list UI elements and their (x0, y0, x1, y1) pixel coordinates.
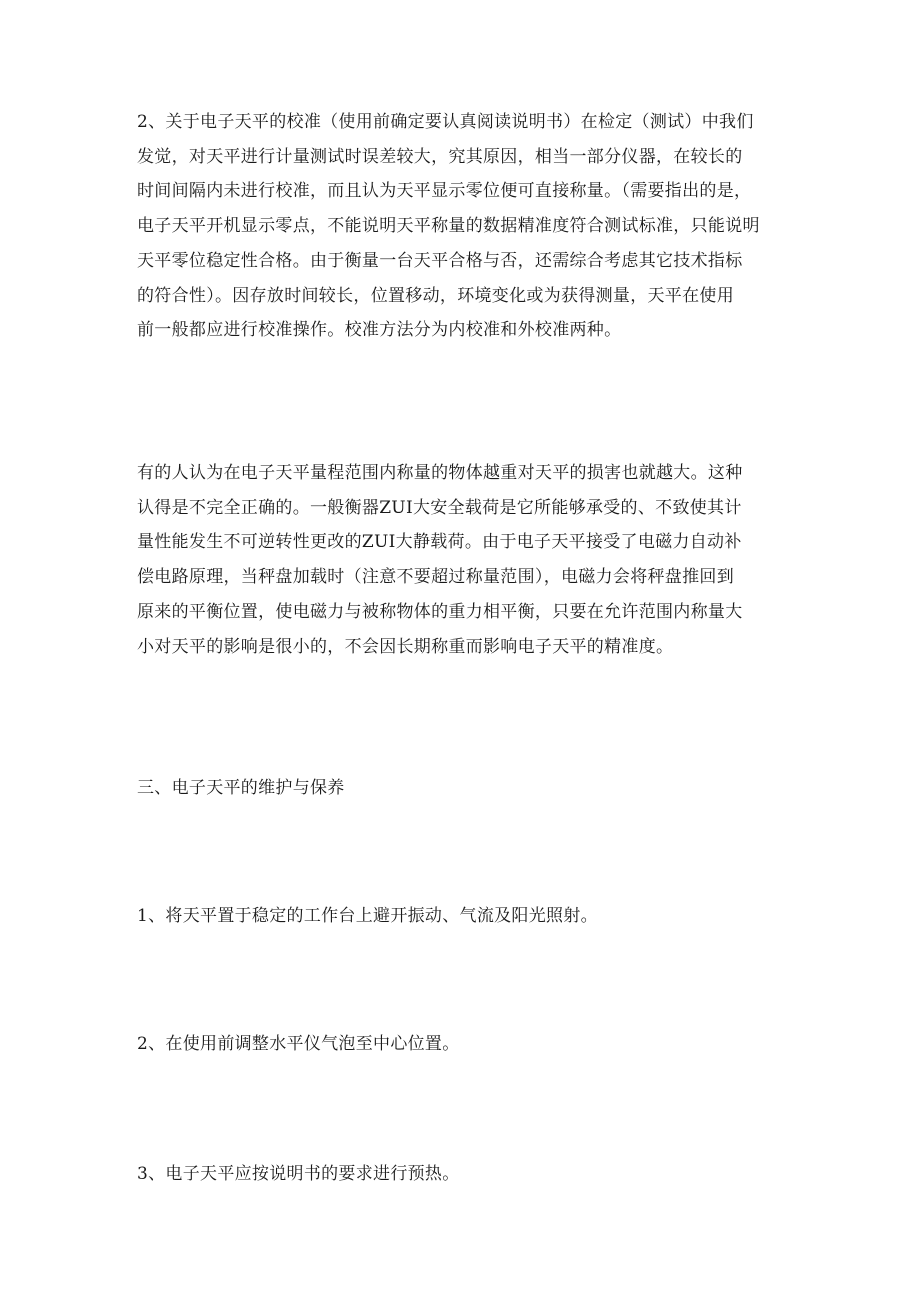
text-line: 的符合性）。因存放时间较长，位置移动，环境变化或为获得测量，天平在使用 (137, 285, 734, 306)
list-item (137, 1027, 797, 1062)
list-item-text: 1、将天平置于稳定的工作台上避开振动、气流及阳光照射。 (137, 906, 598, 926)
text-line: 前一般都应进行校准操作。校准方法分为内校准和外校准两种。 (137, 320, 622, 341)
paragraph-calibration (137, 105, 797, 348)
text-line: 2、关于电子天平的校准（使用前确定要认真阅读说明书）在检定（测试）中我们 (137, 112, 754, 132)
section-heading-text: 三、电子天平的维护与保养 (137, 778, 345, 798)
list-item-text: 3、电子天平应按说明书的要求进行预热。 (137, 1164, 460, 1184)
text-line: 原来的平衡位置，使电磁力与被称物体的重力相平衡，只要在允许范围内称量大 (137, 601, 743, 622)
list-item (137, 1157, 797, 1192)
list-item-text: 2、在使用前调整水平仪气泡至中心位置。 (137, 1034, 460, 1054)
text-line: 发觉，对天平进行计量测试时误差较大，究其原因，相当一部分仪器，在较长的 (137, 146, 743, 167)
text-line: 偿电路原理，当秤盘加载时（注意不要超过称量范围），电磁力会将秤盘推回到 (137, 567, 734, 588)
text-line: 认得是不完全正确的。一般衡器ZUI大安全载荷是它所能够承受的、不致使其计 (137, 497, 742, 518)
text-line: 电子天平开机显示零点，不能说明天平称量的数据精准度符合测试标准，只能说明 (137, 216, 760, 237)
text-line: 小对天平的影响是很小的，不会因长期称重而影响电子天平的精准度。 (137, 636, 674, 657)
text-line: 时间间隔内未进行校准，而且认为天平显示零位便可直接称量。（需要指出的是， (137, 181, 752, 202)
text-line: 天平零位稳定性合格。由于衡量一台天平合格与否，还需综合考虑其它技术指标 (137, 250, 743, 271)
text-line: 量性能发生不可逆转性更改的ZUI大静载荷。由于电子天平接受了电磁力自动补 (137, 532, 742, 553)
list-item (137, 899, 797, 934)
section-heading (137, 771, 797, 806)
paragraph-load (137, 456, 797, 664)
text-line: 有的人认为在电子天平量程范围内称量的物体越重对天平的损害也就越大。这种 (137, 463, 743, 483)
